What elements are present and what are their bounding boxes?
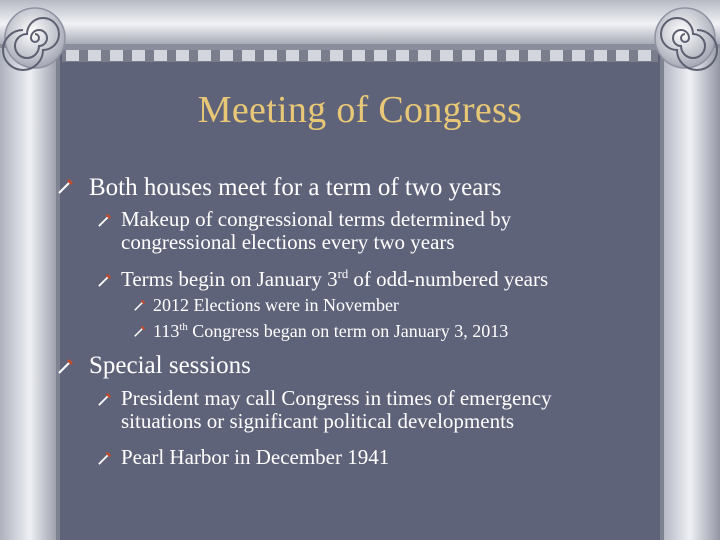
- bullet-text-line2: situations or significant political developments: [121, 409, 515, 434]
- bullet-item-pearl-harbor: [121, 446, 389, 469]
- bullet-text-line1: Makeup of congressional terms determined by: [121, 207, 512, 231]
- bullet-text: 113: [153, 321, 180, 341]
- sword-bullet-icon: [98, 392, 112, 406]
- ordinal-suffix: rd: [337, 267, 349, 281]
- bullet-item-special-sessions: [89, 352, 251, 380]
- sword-bullet-icon: [98, 273, 112, 287]
- bullet-item-terms-begin: [121, 268, 548, 291]
- bullet-text-cont: of odd-numbered years: [348, 267, 549, 291]
- sword-bullet-icon: [98, 451, 112, 465]
- bullet-text-line2: congressional elections every two years: [121, 230, 455, 255]
- sword-bullet-icon: [58, 178, 74, 194]
- bullet-text-line1: President may call Congress in times of emergency: [121, 386, 552, 410]
- bullet-item-2012-elections: [153, 296, 399, 316]
- bullet-text: Terms begin on January 3: [121, 267, 338, 291]
- bullet-item-president: [121, 387, 552, 433]
- spiral-scroll-icon-left: [3, 8, 65, 70]
- bullet-item-makeup: [121, 208, 511, 254]
- ordinal-suffix: th: [179, 321, 188, 333]
- bullet-item-113th-congress: [153, 322, 508, 342]
- sword-bullet-icon: [134, 325, 146, 337]
- bullet-text: 2012 Elections were in November: [153, 295, 399, 315]
- slide-title: Meeting of Congress: [197, 89, 523, 131]
- sword-bullet-icon: [98, 213, 112, 227]
- bullet-text-cont: Congress began on term on January 3, 2013: [187, 321, 509, 341]
- sword-bullet-icon: [58, 358, 74, 374]
- bullet-item-both-houses: [89, 174, 501, 202]
- sword-bullet-icon: [134, 299, 146, 311]
- spiral-scroll-icon-right: [655, 8, 717, 70]
- bullet-text: Special sessions: [89, 352, 251, 379]
- bullet-text: Pearl Harbor in December 1941: [121, 445, 390, 469]
- bullet-text: Both houses meet for a term of two years: [89, 174, 502, 201]
